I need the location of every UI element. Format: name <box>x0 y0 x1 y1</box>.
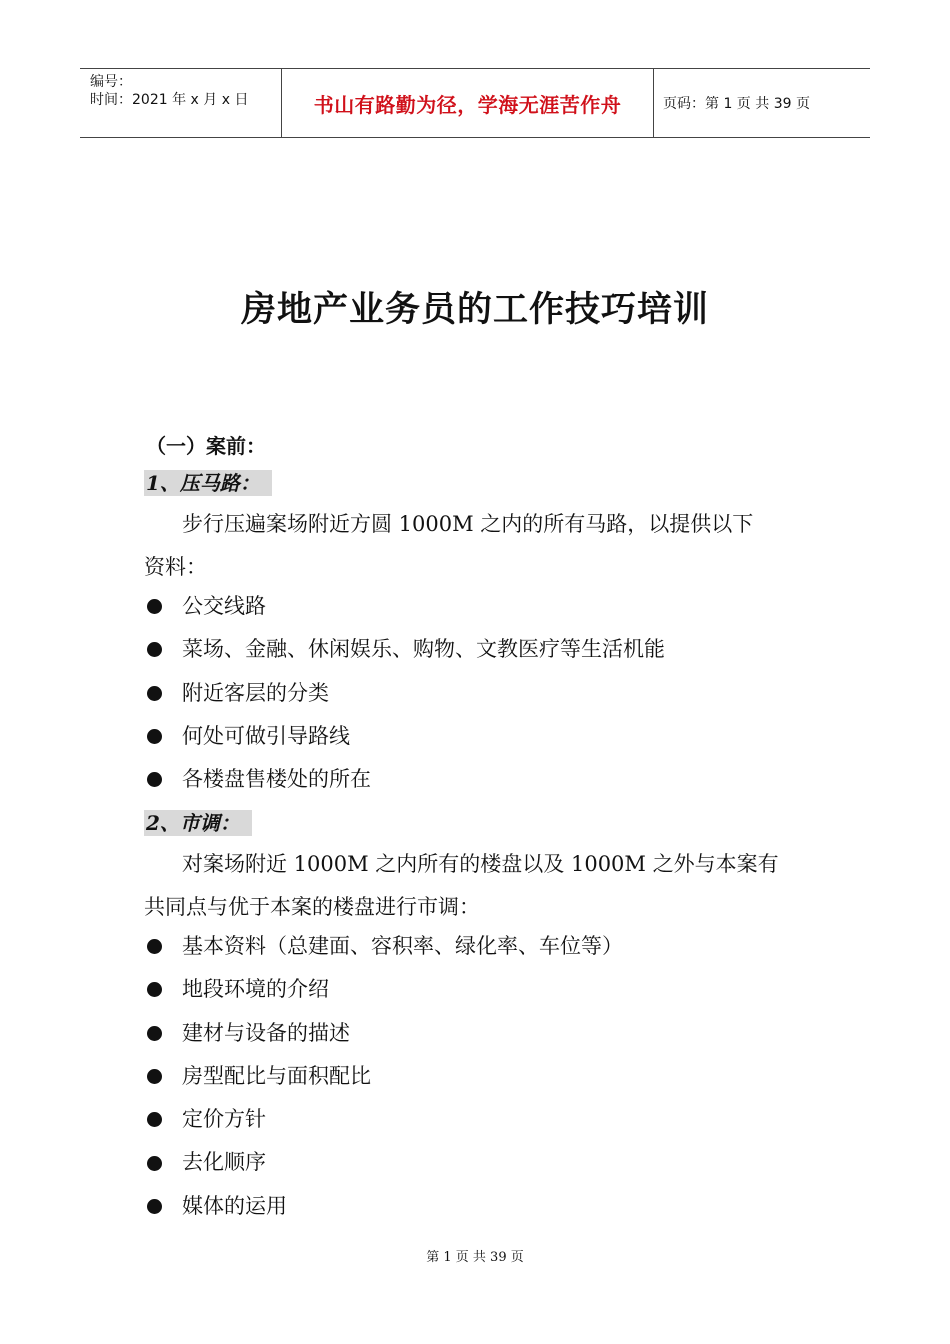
list-item: 去化顺序 <box>144 1141 623 1184</box>
paragraph-1-line-2: 资料： <box>144 555 207 579</box>
bullet-icon <box>147 1156 162 1171</box>
document-title: 房地产业务员的工作技巧培训 <box>240 289 709 330</box>
list-item: 定价方针 <box>144 1098 623 1141</box>
list-item: 媒体的运用 <box>144 1185 623 1228</box>
header-table <box>80 68 870 138</box>
number-label: 编号： <box>90 74 132 90</box>
header-motto-cell <box>281 69 654 137</box>
page-footer: 第 1 页 共 39 页 <box>426 1250 524 1265</box>
bullet-icon <box>147 982 162 997</box>
header-page-cell <box>654 69 870 137</box>
list-item: 各楼盘售楼处的所在 <box>144 758 665 801</box>
bullet-icon <box>147 599 162 614</box>
bullet-icon <box>147 642 162 657</box>
list-item: 基本资料（总建面、容积率、绿化率、车位等） <box>144 925 623 968</box>
bullet-icon <box>147 772 162 787</box>
paragraph-1-line-1: 步行压遍案场附近方圆 1000M 之内的所有马路，以提供以下 <box>182 512 754 536</box>
list-item: 何处可做引导路线 <box>144 715 665 758</box>
list-item: 建材与设备的描述 <box>144 1012 623 1055</box>
bullet-list-2 <box>144 925 623 1228</box>
bullet-icon <box>147 1112 162 1127</box>
bullet-list-1 <box>144 585 665 801</box>
motto-text: 书山有路勤为径，学海无涯苦作舟 <box>313 92 622 117</box>
bullet-icon <box>147 1069 162 1084</box>
paragraph-2 <box>144 843 834 929</box>
list-item: 公交线路 <box>144 585 665 628</box>
list-item: 附近客层的分类 <box>144 672 665 715</box>
paragraph-2-line-1: 对案场附近 1000M 之内所有的楼盘以及 1000M 之外与本案有 <box>182 852 779 876</box>
bullet-icon <box>147 686 162 701</box>
subheading-1: 1、压马路： <box>144 470 272 496</box>
bullet-icon <box>147 939 162 954</box>
list-item: 菜场、金融、休闲娱乐、购物、文教医疗等生活机能 <box>144 628 665 671</box>
section-heading: （一）案前： <box>146 434 266 458</box>
list-item: 地段环境的介绍 <box>144 968 623 1011</box>
time-label: 时间：2021 年 x 月 x 日 <box>90 92 249 108</box>
page-label: 页码：第 1 页 共 39 页 <box>663 96 810 112</box>
list-item: 房型配比与面积配比 <box>144 1055 623 1098</box>
bullet-icon <box>147 1026 162 1041</box>
paragraph-1 <box>144 503 834 589</box>
bullet-icon <box>147 1199 162 1214</box>
subheading-2: 2、市调： <box>144 810 252 836</box>
paragraph-2-line-2: 共同点与优于本案的楼盘进行市调： <box>144 895 480 919</box>
header-info-cell <box>80 69 281 137</box>
bullet-icon <box>147 729 162 744</box>
